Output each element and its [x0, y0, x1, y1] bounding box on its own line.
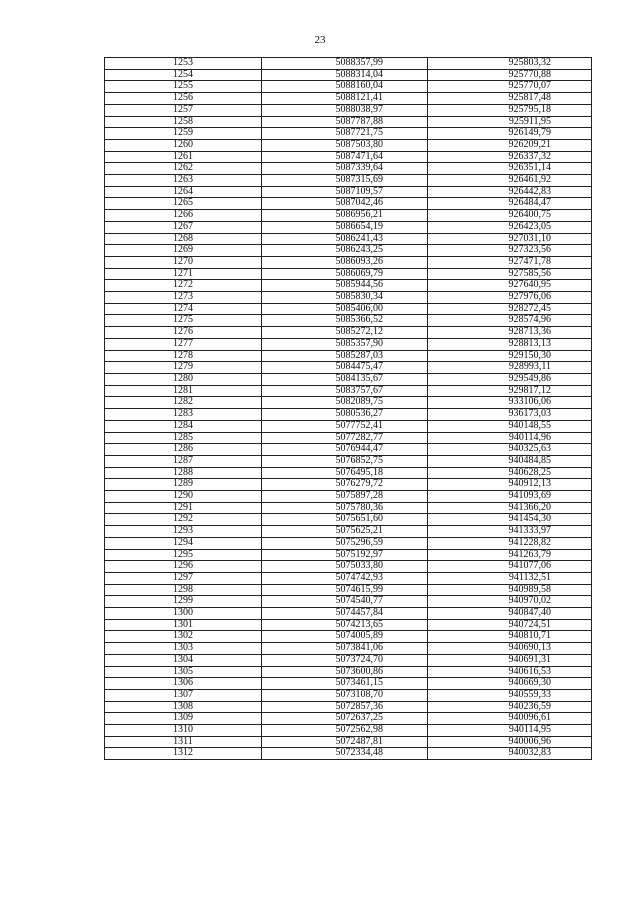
coordinates-table — [104, 57, 592, 760]
y-coordinate-cell: 926442,83 — [428, 186, 592, 198]
table-row — [105, 689, 592, 701]
y-coordinate-cell: 929549,86 — [428, 373, 592, 385]
point-number-cell: 1284 — [105, 420, 262, 432]
point-number-cell: 1285 — [105, 432, 262, 444]
x-coordinate-cell: 5075651,60 — [262, 514, 428, 526]
point-number-cell: 1295 — [105, 549, 262, 561]
point-number-cell: 1306 — [105, 678, 262, 690]
y-coordinate-cell: 940810,71 — [428, 631, 592, 643]
point-number-cell: 1311 — [105, 736, 262, 748]
x-coordinate-cell: 5073841,06 — [262, 643, 428, 655]
x-coordinate-cell: 5088038,97 — [262, 104, 428, 116]
table-row — [105, 537, 592, 549]
page-number: 23 — [314, 34, 326, 46]
y-coordinate-cell: 926351,14 — [428, 163, 592, 175]
point-number-cell: 1278 — [105, 350, 262, 362]
y-coordinate-cell: 929150,30 — [428, 350, 592, 362]
x-coordinate-cell: 5074005,89 — [262, 631, 428, 643]
x-coordinate-cell: 5086654,19 — [262, 221, 428, 233]
point-number-cell: 1276 — [105, 327, 262, 339]
point-number-cell: 1259 — [105, 128, 262, 140]
x-coordinate-cell: 5080536,27 — [262, 409, 428, 421]
table-row — [105, 596, 592, 608]
y-coordinate-cell: 940912,13 — [428, 479, 592, 491]
y-coordinate-cell: 940628,25 — [428, 467, 592, 479]
point-number-cell: 1258 — [105, 116, 262, 128]
y-coordinate-cell: 940114,96 — [428, 432, 592, 444]
x-coordinate-cell: 5075033,80 — [262, 561, 428, 573]
x-coordinate-cell: 5087042,46 — [262, 198, 428, 210]
table-row — [105, 93, 592, 105]
table-row — [105, 467, 592, 479]
y-coordinate-cell: 929817,12 — [428, 385, 592, 397]
y-coordinate-cell: 925817,48 — [428, 93, 592, 105]
x-coordinate-cell: 5076944,47 — [262, 444, 428, 456]
x-coordinate-cell: 5087315,69 — [262, 175, 428, 187]
y-coordinate-cell: 940148,55 — [428, 420, 592, 432]
point-number-cell: 1307 — [105, 689, 262, 701]
table-row — [105, 420, 592, 432]
table-row — [105, 69, 592, 81]
y-coordinate-cell: 928574,96 — [428, 315, 592, 327]
y-coordinate-cell: 941228,82 — [428, 537, 592, 549]
point-number-cell: 1264 — [105, 186, 262, 198]
y-coordinate-cell: 940484,85 — [428, 455, 592, 467]
y-coordinate-cell: 940989,58 — [428, 584, 592, 596]
x-coordinate-cell: 5084135,67 — [262, 373, 428, 385]
y-coordinate-cell: 940690,13 — [428, 643, 592, 655]
x-coordinate-cell: 5075625,21 — [262, 526, 428, 538]
table-row — [105, 303, 592, 315]
point-number-cell: 1272 — [105, 280, 262, 292]
table-row — [105, 210, 592, 222]
x-coordinate-cell: 5074457,84 — [262, 608, 428, 620]
point-number-cell: 1262 — [105, 163, 262, 175]
point-number-cell: 1282 — [105, 397, 262, 409]
table-row — [105, 58, 592, 70]
y-coordinate-cell: 928813,13 — [428, 338, 592, 350]
point-number-cell: 1297 — [105, 572, 262, 584]
coordinates-table-body — [105, 58, 592, 760]
table-row — [105, 455, 592, 467]
x-coordinate-cell: 5072857,36 — [262, 701, 428, 713]
point-number-cell: 1301 — [105, 619, 262, 631]
table-row — [105, 186, 592, 198]
table-row — [105, 128, 592, 140]
x-coordinate-cell: 5073600,86 — [262, 666, 428, 678]
table-row — [105, 748, 592, 760]
y-coordinate-cell: 940970,02 — [428, 596, 592, 608]
x-coordinate-cell: 5088121,41 — [262, 93, 428, 105]
x-coordinate-cell: 5075296,59 — [262, 537, 428, 549]
x-coordinate-cell: 5085830,34 — [262, 292, 428, 304]
point-number-cell: 1310 — [105, 725, 262, 737]
y-coordinate-cell: 940114,95 — [428, 725, 592, 737]
table-row — [105, 338, 592, 350]
x-coordinate-cell: 5072487,81 — [262, 736, 428, 748]
x-coordinate-cell: 5072637,25 — [262, 713, 428, 725]
x-coordinate-cell: 5085406,00 — [262, 303, 428, 315]
table-row — [105, 526, 592, 538]
table-row — [105, 725, 592, 737]
point-number-cell: 1298 — [105, 584, 262, 596]
y-coordinate-cell: 941454,30 — [428, 514, 592, 526]
x-coordinate-cell: 5077282,77 — [262, 432, 428, 444]
x-coordinate-cell: 5087339,64 — [262, 163, 428, 175]
table-row — [105, 151, 592, 163]
table-row — [105, 514, 592, 526]
point-number-cell: 1257 — [105, 104, 262, 116]
point-number-cell: 1270 — [105, 256, 262, 268]
point-number-cell: 1271 — [105, 268, 262, 280]
x-coordinate-cell: 5085944,56 — [262, 280, 428, 292]
point-number-cell: 1294 — [105, 537, 262, 549]
x-coordinate-cell: 5075192,97 — [262, 549, 428, 561]
table-row — [105, 292, 592, 304]
y-coordinate-cell: 940724,51 — [428, 619, 592, 631]
point-number-cell: 1261 — [105, 151, 262, 163]
point-number-cell: 1265 — [105, 198, 262, 210]
point-number-cell: 1266 — [105, 210, 262, 222]
table-row — [105, 245, 592, 257]
y-coordinate-cell: 927323,56 — [428, 245, 592, 257]
x-coordinate-cell: 5088357,99 — [262, 58, 428, 70]
y-coordinate-cell: 940325,63 — [428, 444, 592, 456]
y-coordinate-cell: 940669,30 — [428, 678, 592, 690]
table-row — [105, 561, 592, 573]
x-coordinate-cell: 5076852,75 — [262, 455, 428, 467]
y-coordinate-cell: 941366,20 — [428, 502, 592, 514]
x-coordinate-cell: 5087471,64 — [262, 151, 428, 163]
x-coordinate-cell: 5087503,80 — [262, 139, 428, 151]
x-coordinate-cell: 5084475,47 — [262, 362, 428, 374]
y-coordinate-cell: 928272,45 — [428, 303, 592, 315]
x-coordinate-cell: 5072562,98 — [262, 725, 428, 737]
table-row — [105, 491, 592, 503]
y-coordinate-cell: 941333,97 — [428, 526, 592, 538]
x-coordinate-cell: 5085272,12 — [262, 327, 428, 339]
table-row — [105, 268, 592, 280]
table-row — [105, 175, 592, 187]
table-row — [105, 432, 592, 444]
point-number-cell: 1293 — [105, 526, 262, 538]
x-coordinate-cell: 5075897,28 — [262, 491, 428, 503]
point-number-cell: 1309 — [105, 713, 262, 725]
point-number-cell: 1254 — [105, 69, 262, 81]
x-coordinate-cell: 5075780,36 — [262, 502, 428, 514]
x-coordinate-cell: 5085287,03 — [262, 350, 428, 362]
point-number-cell: 1273 — [105, 292, 262, 304]
y-coordinate-cell: 927031,10 — [428, 233, 592, 245]
point-number-cell: 1256 — [105, 93, 262, 105]
table-row — [105, 584, 592, 596]
point-number-cell: 1296 — [105, 561, 262, 573]
table-row — [105, 619, 592, 631]
y-coordinate-cell: 927640,95 — [428, 280, 592, 292]
y-coordinate-cell: 925770,88 — [428, 69, 592, 81]
table-row — [105, 233, 592, 245]
y-coordinate-cell: 928993,11 — [428, 362, 592, 374]
y-coordinate-cell: 940616,53 — [428, 666, 592, 678]
table-row — [105, 666, 592, 678]
y-coordinate-cell: 936173,03 — [428, 409, 592, 421]
y-coordinate-cell: 927585,56 — [428, 268, 592, 280]
x-coordinate-cell: 5082089,75 — [262, 397, 428, 409]
table-row — [105, 104, 592, 116]
y-coordinate-cell: 941093,69 — [428, 491, 592, 503]
point-number-cell: 1302 — [105, 631, 262, 643]
point-number-cell: 1304 — [105, 654, 262, 666]
table-row — [105, 116, 592, 128]
x-coordinate-cell: 5074742,93 — [262, 572, 428, 584]
table-row — [105, 350, 592, 362]
table-row — [105, 479, 592, 491]
y-coordinate-cell: 925911,95 — [428, 116, 592, 128]
point-number-cell: 1253 — [105, 58, 262, 70]
y-coordinate-cell: 926149,79 — [428, 128, 592, 140]
table-row — [105, 409, 592, 421]
y-coordinate-cell: 926461,92 — [428, 175, 592, 187]
point-number-cell: 1263 — [105, 175, 262, 187]
point-number-cell: 1280 — [105, 373, 262, 385]
x-coordinate-cell: 5085357,90 — [262, 338, 428, 350]
point-number-cell: 1268 — [105, 233, 262, 245]
point-number-cell: 1299 — [105, 596, 262, 608]
table-row — [105, 315, 592, 327]
y-coordinate-cell: 926400,75 — [428, 210, 592, 222]
x-coordinate-cell: 5074540,77 — [262, 596, 428, 608]
y-coordinate-cell: 941263,79 — [428, 549, 592, 561]
point-number-cell: 1277 — [105, 338, 262, 350]
x-coordinate-cell: 5077752,41 — [262, 420, 428, 432]
point-number-cell: 1292 — [105, 514, 262, 526]
x-coordinate-cell: 5086069,79 — [262, 268, 428, 280]
y-coordinate-cell: 926209,21 — [428, 139, 592, 151]
y-coordinate-cell: 941077,06 — [428, 561, 592, 573]
table-row — [105, 502, 592, 514]
table-row — [105, 280, 592, 292]
table-row — [105, 678, 592, 690]
y-coordinate-cell: 925770,07 — [428, 81, 592, 93]
x-coordinate-cell: 5073461,15 — [262, 678, 428, 690]
x-coordinate-cell: 5074213,65 — [262, 619, 428, 631]
x-coordinate-cell: 5076279,72 — [262, 479, 428, 491]
y-coordinate-cell: 940847,40 — [428, 608, 592, 620]
table-row — [105, 362, 592, 374]
x-coordinate-cell: 5076495,18 — [262, 467, 428, 479]
point-number-cell: 1303 — [105, 643, 262, 655]
point-number-cell: 1281 — [105, 385, 262, 397]
table-row — [105, 549, 592, 561]
table-row — [105, 736, 592, 748]
y-coordinate-cell: 933106,06 — [428, 397, 592, 409]
x-coordinate-cell: 5086243,25 — [262, 245, 428, 257]
x-coordinate-cell: 5073724,70 — [262, 654, 428, 666]
table-row — [105, 713, 592, 725]
x-coordinate-cell: 5087109,57 — [262, 186, 428, 198]
y-coordinate-cell: 940006,96 — [428, 736, 592, 748]
table-row — [105, 256, 592, 268]
y-coordinate-cell: 940559,33 — [428, 689, 592, 701]
table-row — [105, 373, 592, 385]
point-number-cell: 1255 — [105, 81, 262, 93]
y-coordinate-cell: 940691,31 — [428, 654, 592, 666]
point-number-cell: 1289 — [105, 479, 262, 491]
point-number-cell: 1279 — [105, 362, 262, 374]
x-coordinate-cell: 5088314,04 — [262, 69, 428, 81]
table-row — [105, 198, 592, 210]
x-coordinate-cell: 5088160,04 — [262, 81, 428, 93]
table-row — [105, 81, 592, 93]
table-row — [105, 385, 592, 397]
point-number-cell: 1287 — [105, 455, 262, 467]
table-row — [105, 397, 592, 409]
table-row — [105, 139, 592, 151]
point-number-cell: 1300 — [105, 608, 262, 620]
x-coordinate-cell: 5073108,70 — [262, 689, 428, 701]
point-number-cell: 1275 — [105, 315, 262, 327]
y-coordinate-cell: 941132,51 — [428, 572, 592, 584]
point-number-cell: 1269 — [105, 245, 262, 257]
point-number-cell: 1283 — [105, 409, 262, 421]
x-coordinate-cell: 5083757,67 — [262, 385, 428, 397]
table-row — [105, 163, 592, 175]
y-coordinate-cell: 927976,06 — [428, 292, 592, 304]
y-coordinate-cell: 926484,47 — [428, 198, 592, 210]
point-number-cell: 1305 — [105, 666, 262, 678]
y-coordinate-cell: 926337,32 — [428, 151, 592, 163]
x-coordinate-cell: 5074615,99 — [262, 584, 428, 596]
y-coordinate-cell: 927471,78 — [428, 256, 592, 268]
point-number-cell: 1290 — [105, 491, 262, 503]
point-number-cell: 1291 — [105, 502, 262, 514]
point-number-cell: 1267 — [105, 221, 262, 233]
table-row — [105, 444, 592, 456]
y-coordinate-cell: 925803,32 — [428, 58, 592, 70]
x-coordinate-cell: 5086241,43 — [262, 233, 428, 245]
table-row — [105, 643, 592, 655]
point-number-cell: 1312 — [105, 748, 262, 760]
point-number-cell: 1286 — [105, 444, 262, 456]
table-row — [105, 608, 592, 620]
y-coordinate-cell: 928713,36 — [428, 327, 592, 339]
y-coordinate-cell: 940032,83 — [428, 748, 592, 760]
y-coordinate-cell: 925795,18 — [428, 104, 592, 116]
x-coordinate-cell: 5072334,48 — [262, 748, 428, 760]
point-number-cell: 1288 — [105, 467, 262, 479]
y-coordinate-cell: 940236,59 — [428, 701, 592, 713]
table-row — [105, 701, 592, 713]
point-number-cell: 1274 — [105, 303, 262, 315]
y-coordinate-cell: 926423,05 — [428, 221, 592, 233]
table-row — [105, 572, 592, 584]
x-coordinate-cell: 5087787,88 — [262, 116, 428, 128]
table-row — [105, 654, 592, 666]
point-number-cell: 1260 — [105, 139, 262, 151]
x-coordinate-cell: 5085366,52 — [262, 315, 428, 327]
point-number-cell: 1308 — [105, 701, 262, 713]
x-coordinate-cell: 5086956,21 — [262, 210, 428, 222]
table-row — [105, 327, 592, 339]
table-row — [105, 221, 592, 233]
x-coordinate-cell: 5087721,75 — [262, 128, 428, 140]
table-row — [105, 631, 592, 643]
y-coordinate-cell: 940096,61 — [428, 713, 592, 725]
x-coordinate-cell: 5086093,26 — [262, 256, 428, 268]
